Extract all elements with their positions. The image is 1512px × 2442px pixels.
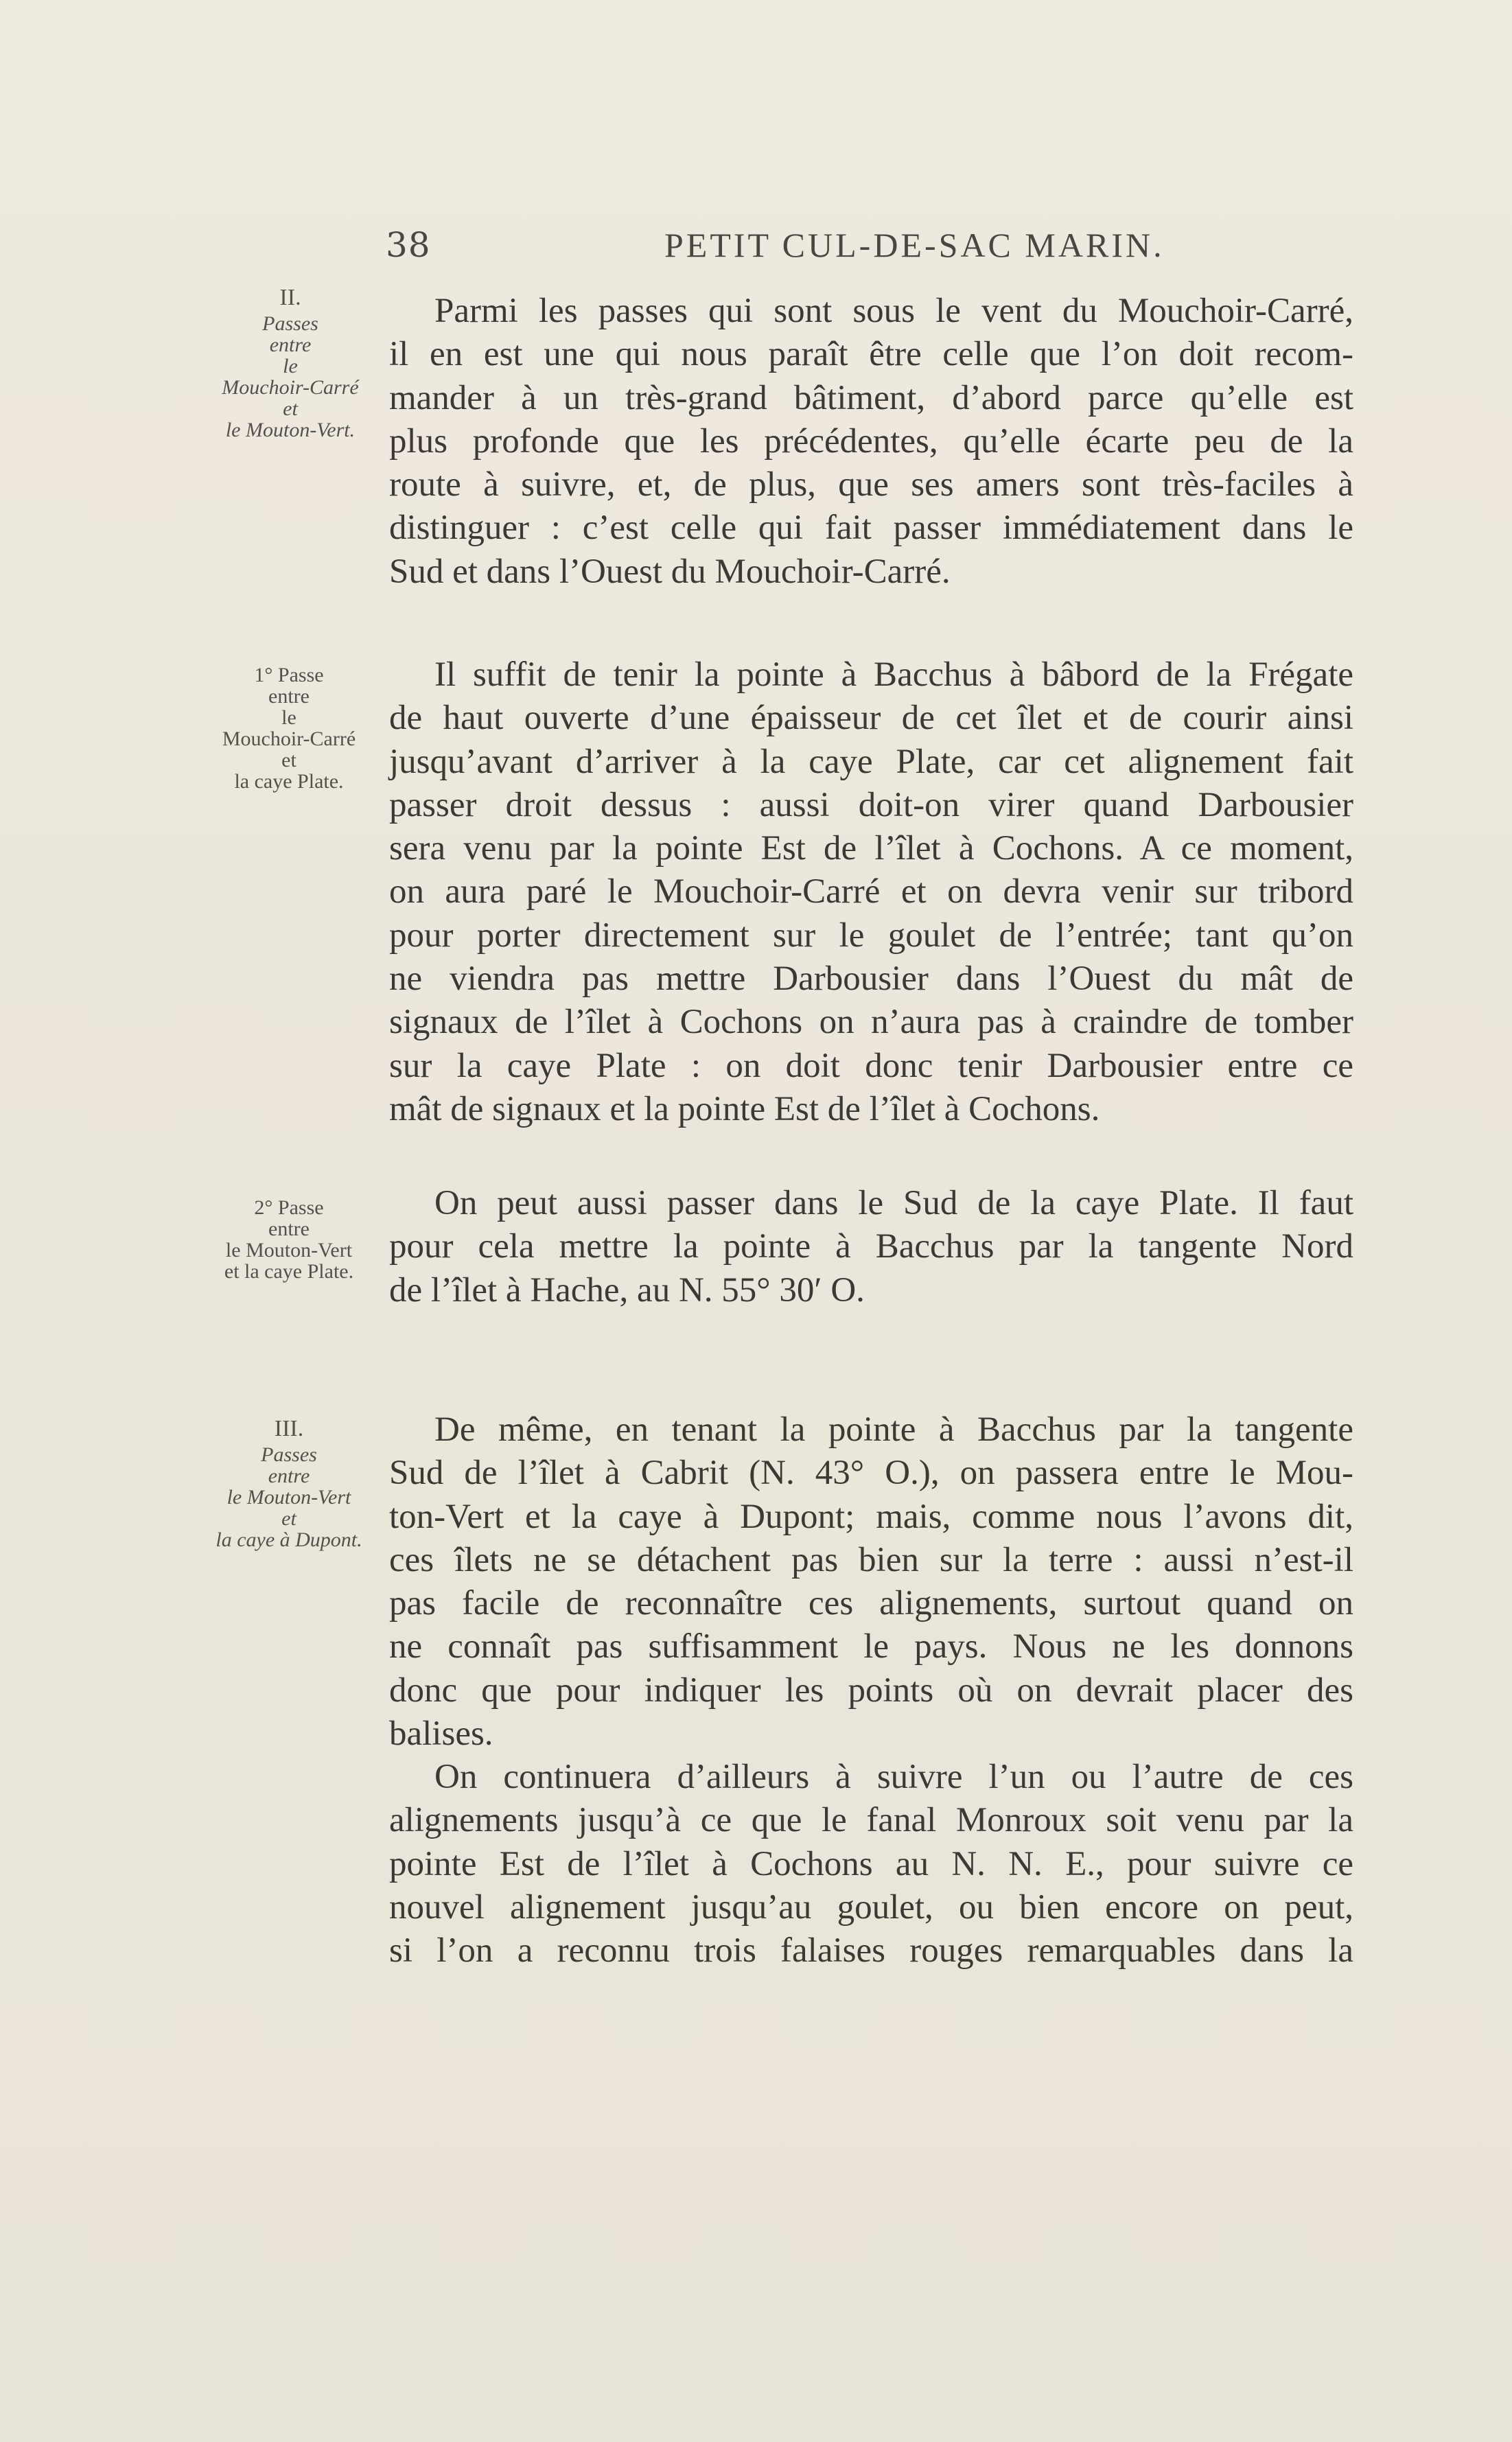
text-line: ces îlets ne se détachent pas bien sur la terre : aussi n’est-il bbox=[389, 1540, 1353, 1579]
margin-note-line: III. bbox=[274, 1416, 304, 1441]
page-number: 38 bbox=[386, 225, 431, 265]
running-title: PETIT CUL-DE-SAC MARIN. bbox=[664, 226, 1165, 264]
text-line: plus profonde que les précédentes, qu’elle écarte peu de la bbox=[389, 421, 1353, 461]
text-line: de l’îlet à Hache, au N. 55° 30′ O. bbox=[389, 1270, 865, 1310]
text-line: Parmi les passes qui sont sous le vent du Mouchoir-Carré, bbox=[434, 292, 1353, 330]
text-line: si l’on a reconnu trois falaises rouges remarquables dans la bbox=[389, 1931, 1353, 1970]
margin-note-line: le Mouton-Vert. bbox=[225, 419, 356, 441]
margin-note-line: et bbox=[283, 397, 298, 420]
margin-note-line: entre bbox=[268, 1218, 310, 1240]
text-line: passer droit dessus : aussi doit-on virer quand Darbousier bbox=[389, 785, 1353, 824]
text-line: on aura paré le Mouchoir-Carré et on devra venir sur tribord bbox=[389, 872, 1353, 911]
margin-note-line: le Mouton-Vert bbox=[225, 1239, 353, 1261]
text-line: Sud de l’îlet à Cabrit (N. 43° O.), on passera entre le Mou- bbox=[389, 1454, 1353, 1493]
text-line: sur la caye Plate : on doit donc tenir Darbousier entre ce bbox=[389, 1046, 1353, 1085]
text-line: nouvel alignement jusqu’au goulet, ou bien encore on peut, bbox=[389, 1887, 1353, 1927]
margin-note-line: Passes bbox=[262, 312, 318, 335]
paragraph bbox=[389, 653, 1353, 1131]
margin-note-line: 1° Passe bbox=[254, 664, 324, 686]
margin-note-line: et la caye Plate. bbox=[224, 1260, 354, 1283]
text-line: donc que pour indiquer les points où on devrait placer des bbox=[389, 1671, 1353, 1710]
text-line: balises. bbox=[389, 1714, 493, 1754]
margin-note-line: 2° Passe bbox=[254, 1196, 324, 1219]
margin-note-line: la caye à Dupont. bbox=[216, 1528, 362, 1551]
margin-note-passe-2 bbox=[196, 1197, 382, 1282]
text-line: pour cela mettre la pointe à Bacchus par la tangente Nord bbox=[389, 1227, 1353, 1266]
text-line: De même, en tenant la pointe à Bacchus par la tangente bbox=[434, 1410, 1353, 1449]
margin-note-line: Passes bbox=[261, 1443, 317, 1466]
margin-note-line: Mouchoir-Carré bbox=[222, 728, 356, 750]
text-line: alignements jusqu’à ce que le fanal Monroux soit venu par la bbox=[389, 1801, 1353, 1840]
margin-note-line: et bbox=[281, 1507, 296, 1530]
margin-note-passes-mouton-dupont bbox=[199, 1414, 379, 1550]
text-line: On continuera d’ailleurs à suivre l’un ou l’autre de ces bbox=[434, 1758, 1353, 1796]
text-line: mander à un très-grand bâtiment, d’abord parce qu’elle est bbox=[389, 378, 1353, 417]
text-line: distinguer : c’est celle qui fait passer immédiatement dans le bbox=[389, 509, 1353, 548]
text-line: Sud et dans l’Ouest du Mouchoir-Carré. bbox=[389, 552, 951, 591]
text-line: signaux de l’îlet à Cochons on n’aura pas à craindre de tomber bbox=[389, 1003, 1353, 1042]
margin-note-line: entre bbox=[268, 685, 310, 708]
paragraph bbox=[389, 1408, 1353, 1756]
paragraph bbox=[389, 1756, 1353, 1973]
text-line: ne connaît pas suffisamment le pays. Nous ne les donnons bbox=[389, 1627, 1353, 1666]
text-line: pointe Est de l’îlet à Cochons au N. N. E., pour suivre ce bbox=[389, 1844, 1353, 1883]
margin-note-line: II. bbox=[279, 285, 301, 310]
margin-note-line: Mouchoir-Carré bbox=[222, 376, 359, 399]
margin-note-line: la caye Plate. bbox=[234, 770, 344, 793]
margin-note-line: entre bbox=[268, 1465, 310, 1487]
text-line: pour porter directement sur le goulet de l’entrée; tant qu’on bbox=[389, 916, 1353, 955]
text-line: ne viendra pas mettre Darbousier dans l’Ouest du mât de bbox=[389, 960, 1353, 999]
margin-note-line: le Mouton-Vert bbox=[226, 1486, 351, 1509]
margin-note-passe-1 bbox=[199, 664, 379, 792]
paragraph bbox=[389, 1182, 1353, 1312]
text-line: mât de signaux et la pointe Est de l’îlet à Cochons. bbox=[389, 1089, 1100, 1128]
margin-note-line: et bbox=[281, 749, 296, 771]
text-line: route à suivre, et, de plus, que ses amers sont très-faciles à bbox=[389, 465, 1353, 504]
margin-note-line: entre bbox=[269, 334, 312, 356]
margin-note-passes-mouchoir-mouton bbox=[205, 283, 376, 441]
text-line: de haut ouverte d’une épaisseur de cet îlet et de courir ainsi bbox=[389, 699, 1353, 738]
text-line: pas facile de reconnaître ces alignements, surtout quand on bbox=[389, 1584, 1353, 1623]
margin-note-line: le bbox=[281, 706, 296, 729]
text-line: sera venu par la pointe Est de l’îlet à Cochons. A ce moment, bbox=[389, 829, 1353, 868]
text-line: Il suffit de tenir la pointe à Bacchus à bâbord de la Frégate bbox=[434, 655, 1353, 694]
text-line: il en est une qui nous paraît être celle que l’on doit recom- bbox=[389, 335, 1353, 374]
margin-note-line: le bbox=[283, 355, 298, 377]
text-line: On peut aussi passer dans le Sud de la caye Plate. Il faut bbox=[434, 1184, 1353, 1222]
text-line: ton-Vert et la caye à Dupont; mais, comme nous l’avons dit, bbox=[389, 1497, 1353, 1536]
text-line: jusqu’avant d’arriver à la caye Plate, car cet alignement fait bbox=[389, 742, 1353, 781]
paragraph bbox=[389, 290, 1353, 594]
